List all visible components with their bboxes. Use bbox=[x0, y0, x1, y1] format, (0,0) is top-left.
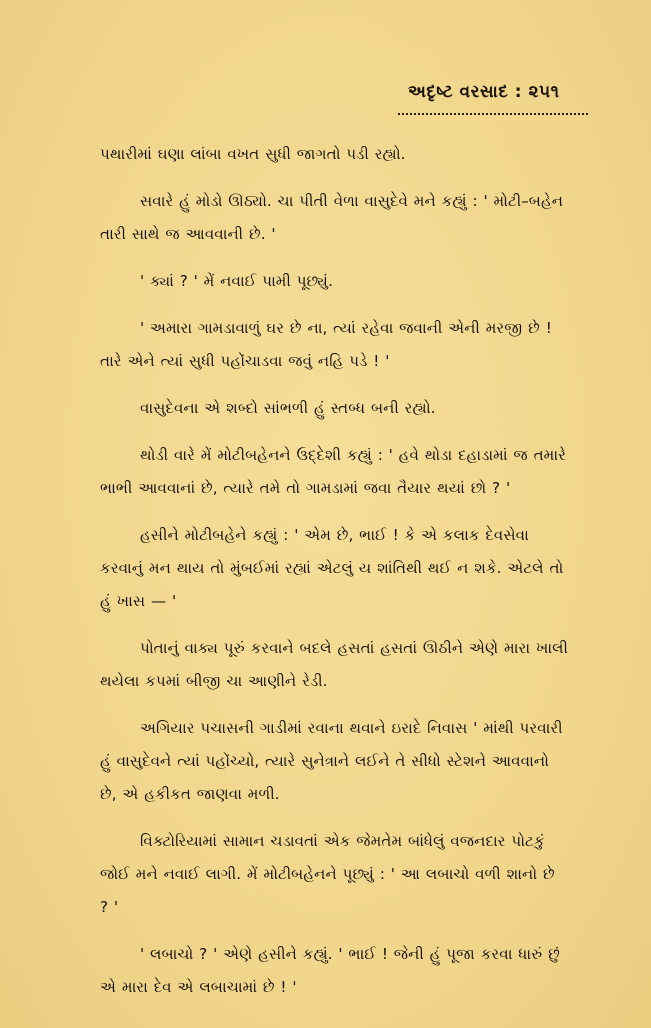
running-head: અદૃષ્ટ વરસાદ : ૨૫૧ bbox=[408, 82, 560, 102]
body-text bbox=[100, 138, 568, 1018]
paragraph: પથારીમાં ઘણા લાંબા વખત સુધી જાગતો પડી રહ્યો. bbox=[100, 145, 406, 163]
paragraph: હસીને મોટીબહેને કહ્યું : ' એમ છે, ભાઈ ! કે એ કલાક દેવસેવા કરવાનું મન થાય તો મુંબઈમાં રહ્યાં એટલું ય શાંતિથી થઈ ન શકે. એટલે તો હું ખાસ — ' bbox=[100, 526, 564, 610]
running-head-dotted-rule bbox=[398, 113, 588, 115]
paragraph: અગિયાર પચાસની ગાડીમાં રવાના થવાને ઇરાદે નિવાસ ' માંથી પરવારી હું વાસુદેવને ત્યાં પહોંચ્યો, ત્યારે સુનેત્રાને લઈને તે સીધો સ્ટેશને આવવાનો છે, એ હકીકત જાણવા મળી. bbox=[100, 719, 563, 803]
paragraph: ' અમારા ગામડાવાળું ઘર છે ના, ત્યાં રહેવા જવાની એની મરજી છે ! તારે એને ત્યાં સુધી પહોંચાડવા જવું નહિ પડે ! ' bbox=[100, 319, 552, 370]
paragraph: ' ક્યાં ? ' મેં નવાઈ પામી પૂછ્યું. bbox=[140, 272, 333, 290]
paragraph: સવારે હું મોડો ઊઠ્યો. ચા પીતી વેળા વાસુદેવે મને કહ્યું : ' મોટી–બહેન તારી સાથે જ આવવાની છે. ' bbox=[100, 192, 564, 243]
paragraph: વાસુદેવના એ શબ્દો સાંભળી હું સ્તબ્ધ બની રહ્યો. bbox=[140, 399, 436, 417]
paragraph: વિક્ટોરિયામાં સામાન ચડાવતાં એક જેમતેમ બાંધેલું વજનદાર પોટકું જોઈ મને નવાઈ લાગી. મેં મોટીબહેનને પૂછ્યું : ' આ લબાચો વળી શાનો છે ? ' bbox=[100, 832, 555, 916]
paragraph: થોડી વારે મેં મોટીબહેનને ઉદ્દેશી કહ્યું : ' હવે થોડા દહાડામાં જ તમારે ભાભી આવવાનાં છે, ત્યારે તમે તો ગામડામાં જવા તૈયાર થયાં છો ? ' bbox=[100, 446, 566, 497]
paragraph: ' લબાચો ? ' એણે હસીને કહ્યું. ' ભાઈ ! જેની હું પૂજા કરવા ધારું છું એ મારા દેવ એ લબાચામાં છે ! ' bbox=[100, 945, 560, 996]
paragraph: પોતાનું વાક્ય પૂરું કરવાને બદલે હસતાં હસતાં ઊઠીને એણે મારા ખાલી થયેલા કપમાં બીજી ચા આણીને રેડી. bbox=[100, 639, 568, 690]
